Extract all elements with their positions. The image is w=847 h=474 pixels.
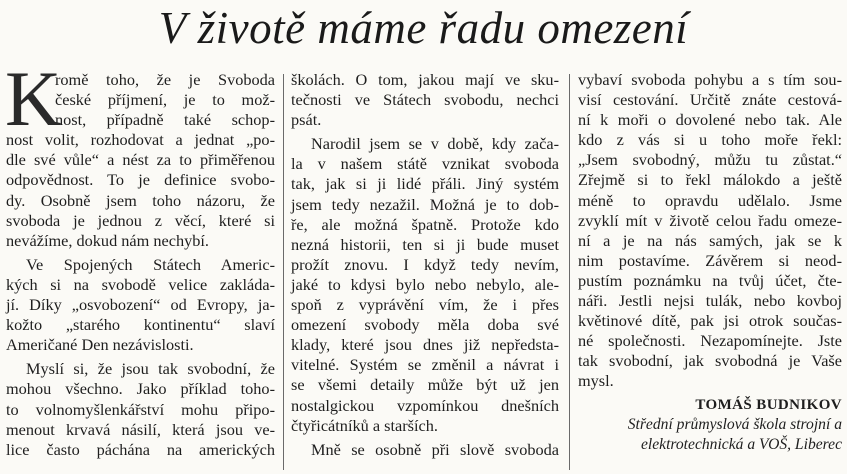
text-line: tak svobodní, jak svobodná je Vaše (578, 351, 842, 371)
text-column-2 (291, 70, 559, 460)
text-line: pustím poznámku na tvůj účet, čte- (578, 270, 842, 290)
text-line: ní a je na nás samých, jak se k (578, 230, 842, 250)
text-line: náři. Jestli nejsi tulák, nebo kovboj (578, 291, 842, 311)
column-divider (283, 74, 284, 470)
text-line: tečnosti ve Státech svobodu, nechci (291, 90, 559, 110)
text-line: vitelné. Systém se změnil a návrat i (291, 355, 559, 375)
text-line: to volnomyšlenkářství mohu připo- (6, 399, 275, 419)
text-line: nost, případně také schop- (55, 110, 275, 130)
text-line: nevážíme, dokud nám nechybí. (6, 230, 209, 250)
text-line: klady, které jsou dnes již nepředsta- (291, 335, 559, 355)
text-line: ře, ale možná špatně. Protože kdo (291, 214, 559, 234)
text-line: odpovědnost. To je definice svobo- (6, 170, 275, 190)
text-line: nim postavíme. Závěrem si neod- (578, 250, 842, 270)
text-line: kých si na svobodě velice zakláda- (6, 274, 275, 294)
text-line: méně to opravdu udělalo. Jsme (578, 190, 842, 210)
text-line: omezení svobody měla doba své (291, 315, 559, 335)
text-line: la v našem státě vznikat svoboda (291, 154, 559, 174)
text-line: Narodil jsem se v době, kdy zača- (311, 134, 559, 154)
text-line: nostalgickou vzpomínkou dnešních (291, 395, 559, 415)
text-line: jí. Díky „osvobození“ od Evropy, ja- (6, 295, 275, 315)
text-column-1 (5, 55, 275, 460)
drop-cap: K (5, 55, 62, 142)
article-headline: V životě máme řadu omezení (158, 3, 689, 53)
text-line: Američané Den nezávislosti. (6, 335, 194, 355)
text-column-3 (578, 70, 842, 455)
text-line: mysl. (578, 371, 614, 391)
opening-paragraph (5, 55, 275, 251)
column-divider (569, 74, 570, 470)
text-line: psát. (291, 110, 322, 130)
text-line: jaké to kdysi bylo nebo nebylo, ale- (291, 274, 559, 294)
text-line: jsem tedy nezažil. Možná je to dob- (291, 194, 559, 214)
text-line: mohou všechno. Jako příklad toho- (6, 379, 275, 399)
author-name: TOMÁŠ BUDNIKOV (695, 396, 842, 413)
text-line: spoň z vyprávění vím, že i přes (291, 295, 559, 315)
text-line: tak, jak si ji lidé přáli. Jiný systém (291, 174, 559, 194)
text-line: květinové dítě, pak jsi otrok součas- (578, 311, 842, 331)
text-line: nezná historii, ten si ji bude muset (291, 234, 559, 254)
text-line: dle své vůle“ a nést za to přiměřenou (6, 150, 275, 170)
text-line: kdo z vás si u toho moře řekl: (578, 130, 842, 150)
text-line: lice často páchána na amerických (6, 439, 275, 459)
text-line: ní k moři o dovolené nebo tak. Ale (578, 110, 842, 130)
text-line: romě toho, že je Svoboda (55, 70, 275, 89)
text-line: zvyklí mít v životě celou řadu omeze- (578, 210, 842, 230)
text-line: svoboda je jednou z věcí, které si (6, 210, 275, 230)
author-affiliation: Střední průmyslová škola strojní a (627, 415, 842, 433)
text-line: prožít znovu. I když tedy nevím, (291, 254, 559, 274)
text-line: Myslí si, že jsou tak svobodní, že (26, 359, 275, 379)
text-line: kožto „starého kontinentu“ slaví (6, 315, 275, 335)
text-line: nost volit, rozhodovat a jednat „po- (6, 130, 275, 150)
text-line: „Jsem svobodný, můžu tu zůstat.“ (578, 150, 842, 170)
text-line: Ve Spojených Státech Americ- (26, 254, 275, 274)
text-line: Mně se osobně při slově svoboda (311, 439, 559, 459)
text-line: školách. O tom, jakou mají ve sku- (291, 70, 559, 89)
text-line: čtyřicátníků a starších. (291, 415, 438, 435)
text-line: menout krvavá násilí, která jsou ve- (6, 419, 275, 439)
text-line: né společnosti. Nezapomínejte. Jste (578, 331, 842, 351)
text-line: Zřejmě si to řekl málokdo a ještě (578, 170, 842, 190)
text-line: se všemi detaily může být už jen (291, 375, 559, 395)
text-line: visí cestování. Určitě znáte cestová- (578, 90, 842, 110)
author-affiliation: elektrotechnická a VOŠ, Liberec (640, 435, 842, 453)
text-line: české příjmení, je to mož- (55, 90, 275, 110)
text-line: vybaví svoboda pohybu a s tím sou- (578, 70, 842, 89)
text-line: dy. Osobně jsem toho názoru, že (6, 190, 275, 210)
